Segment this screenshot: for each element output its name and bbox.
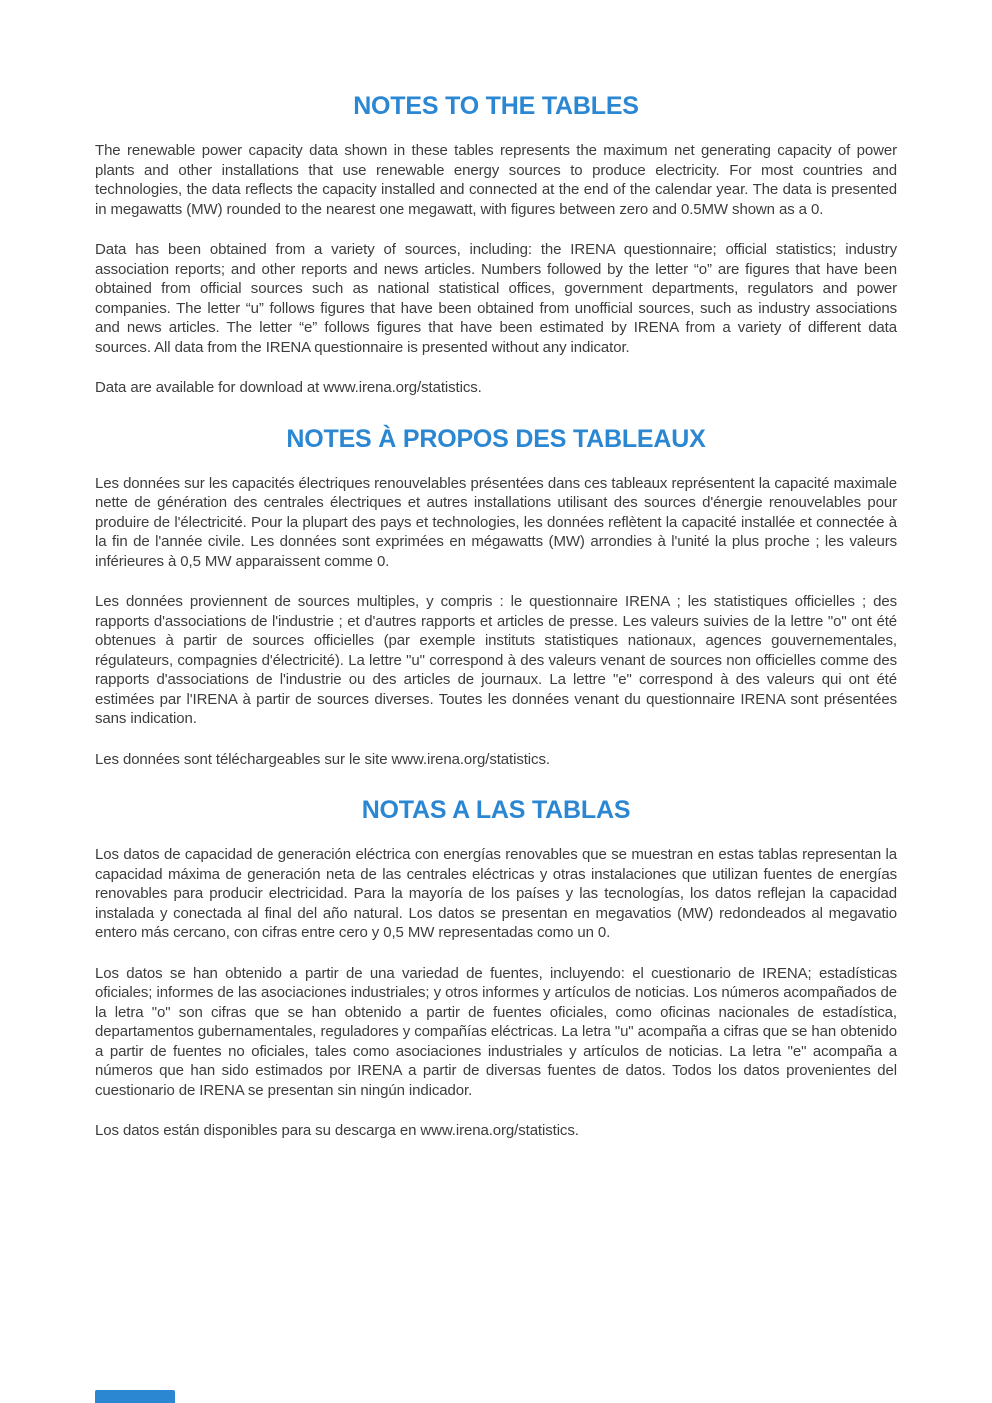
section-title-spanish: NOTAS A LAS TABLAS (361, 796, 631, 824)
section-title-english: NOTES TO THE TABLES (353, 92, 639, 120)
french-paragraph-2: Les données proviennent de sources multiples, y compris : le questionnaire IRENA ; les statistiques officielles ; des rapports d'associations de l'industrie ; et d'autres rapports et articles de presse. Les valeurs suivies de la lettre "o" ont été obtenues à partir de sources officielles (par exemple instituts statistiques nationaux, agences gouvernementales, régulateurs, compagnies d'électricité). La lettre "u" correspond à des valeurs venant de sources non officielles comme des rapports d'associations de l'industrie ou des articles de journaux. La lettre "e" correspond à des valeurs qui ont été estimées par l'IRENA à partir de sources diverses. Toutes les données venant du questionnaire IRENA sont présentées sans indication. (95, 593, 897, 727)
page-number-tab (95, 1390, 175, 1403)
english-paragraph-1: The renewable power capacity data shown in these tables represents the maximum net generating capacity of power plants and other installations that use renewable energy sources to produce electricity. For most countries and technologies, the data reflects the capacity installed and connected at the end of the calendar year. The data is presented in megawatts (MW) rounded to the nearest one megawatt, with figures between zero and 0.5MW shown as a 0. (95, 142, 897, 218)
spanish-download-note: Los datos están disponibles para su descarga en www.irena.org/statistics. (95, 1122, 579, 1139)
section-spanish (95, 796, 897, 1141)
section-french (95, 425, 897, 770)
spanish-paragraph-2: Los datos se han obtenido a partir de una variedad de fuentes, incluyendo: el cuestionario de IRENA; estadísticas oficiales; informes de las asociaciones industriales; y otros informes y artículos de noticias. Los números acompañados de la letra "o" son cifras que se han obtenido a partir de fuentes oficiales, como oficinas nacionales de estadística, departamentos gubernamentales, reguladores y compañías eléctricas. La letra "u" acompaña a cifras que se han obtenido a partir de fuentes no oficiales, tales como asociaciones industriales y artículos de noticias. La letra "e" acompaña a números que han sido estimados por IRENA a partir de diversas fuentes de datos. Todos los datos provenientes del cuestionario de IRENA se presentan sin ningún indicador. (95, 964, 897, 1099)
section-title-french: NOTES À PROPOS DES TABLEAUX (286, 424, 706, 453)
section-english (95, 92, 897, 398)
french-download-note: Les données sont téléchargeables sur le site www.irena.org/statistics. (95, 750, 550, 768)
spanish-paragraph-1: Los datos de capacidad de generación eléctrica con energías renovables que se muestran en estas tablas representan la capacidad máxima de generación neta de las centrales eléctricas y otras instalaciones que utilizan fuentes de energías renovables para producir electricidad. Para la mayoría de los países y las tecnologías, los datos reflejan la capacidad instalada y conectada al final del año natural. Los datos se presentan en megavatios (MW) redondeados al megavatio entero más cercano, con cifras entre cero y 0,5 MW representadas como un 0. (95, 846, 897, 941)
english-paragraph-2: Data has been obtained from a variety of sources, including: the IRENA questionnaire; official statistics; industry association reports; and other reports and news articles. Numbers followed by the letter “o” are figures that have been obtained from official sources such as national statistical offices, government departments, regulators and power companies. The letter “u” follows figures that have been obtained from unofficial sources, such as industry associations and news articles. The letter “e” follows figures that have been estimated by IRENA from a variety of different data sources. All data from the IRENA questionnaire is presented without any indicator. (95, 241, 897, 356)
english-download-note: Data are available for download at www.irena.org/statistics. (95, 379, 482, 396)
french-paragraph-1: Les données sur les capacités électriques renouvelables présentées dans ces tableaux représentent la capacité maximale nette de génération des centrales électriques et autres installations utilisant des sources d'énergie renouvelables pour produire de l'électricité. Pour la plupart des pays et technologies, les données reflètent la capacité installée et connectée à la fin de l'année civile. Les données sont exprimées en mégawatts (MW) arrondies à l'unité la plus proche ; les valeurs inférieures à 0,5 MW apparaissent comme 0. (95, 474, 897, 570)
